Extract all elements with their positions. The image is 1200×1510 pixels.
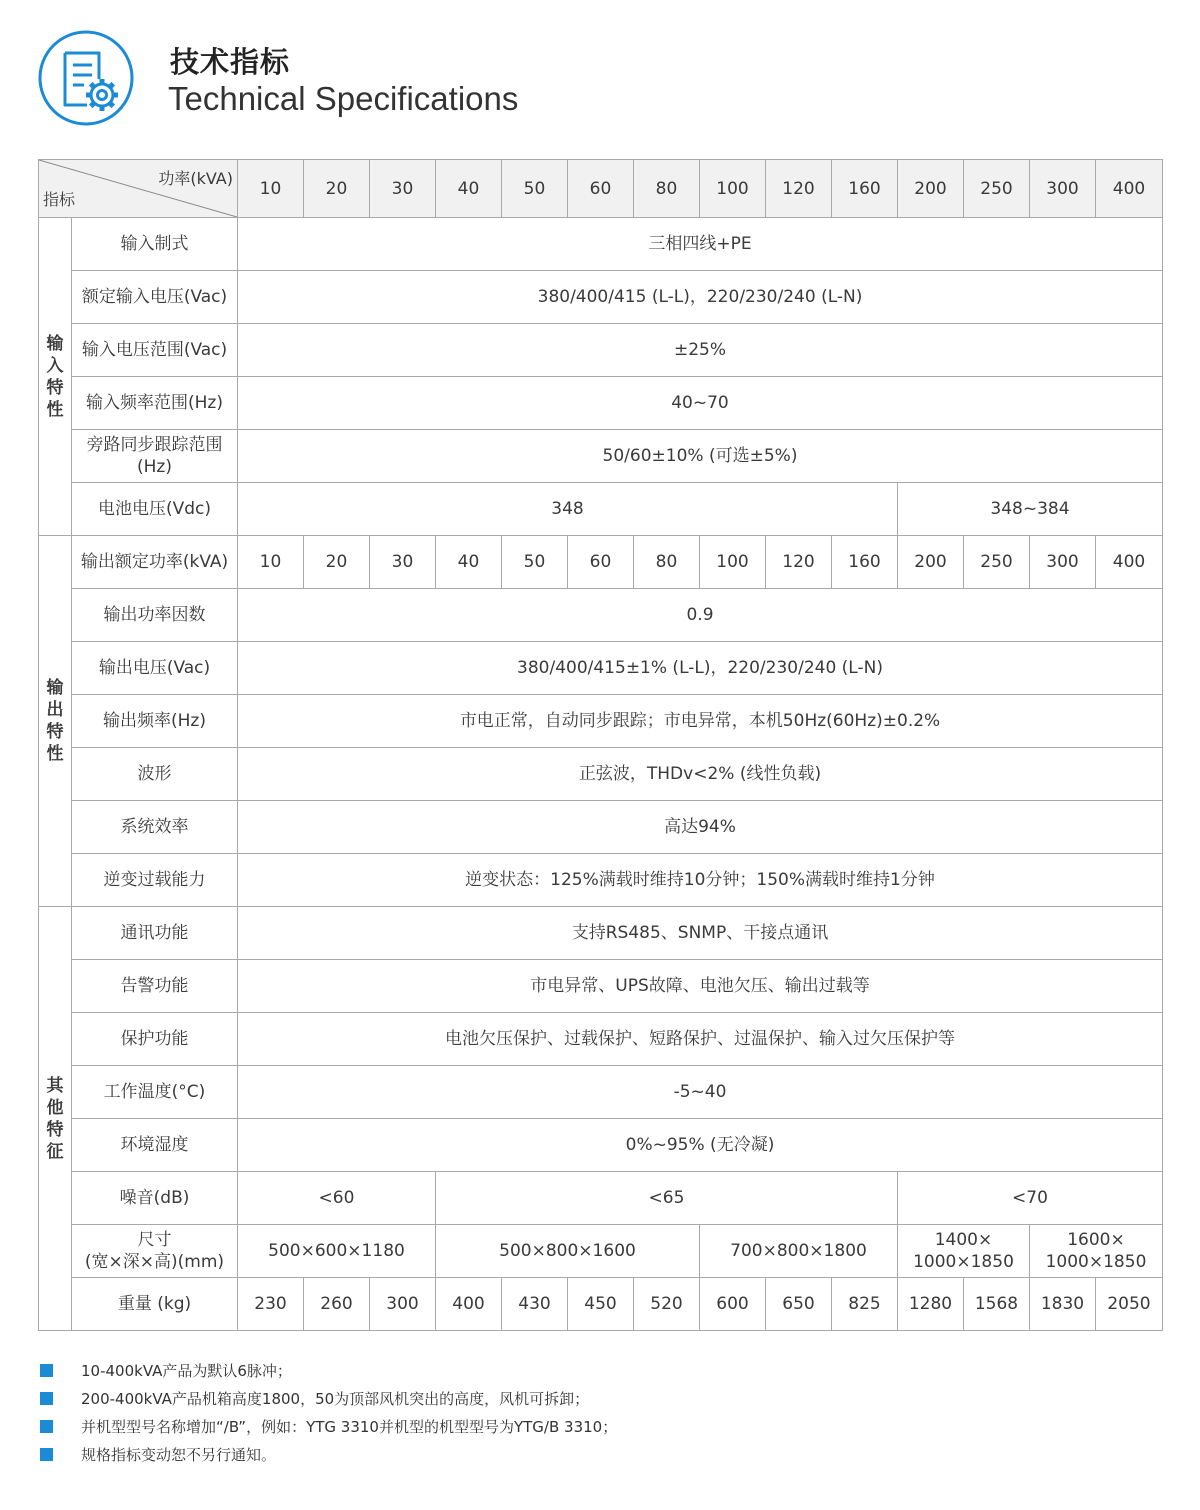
table-row xyxy=(39,1172,1163,1225)
row-label: 环境湿度 xyxy=(72,1119,238,1172)
power-column-header: 400 xyxy=(1096,160,1163,218)
row-value: 450 xyxy=(568,1278,634,1331)
row-value: 1400× 1000×1850 xyxy=(898,1225,1030,1278)
table-row xyxy=(39,960,1163,1013)
row-value: 1600× 1000×1850 xyxy=(1030,1225,1163,1278)
row-value: 1280 xyxy=(898,1278,964,1331)
row-value: 348 xyxy=(238,483,898,536)
row-value: 120 xyxy=(766,536,832,589)
row-value: 400 xyxy=(436,1278,502,1331)
row-value: 20 xyxy=(304,536,370,589)
group-other-label: 其他特征 xyxy=(39,907,72,1331)
row-label: 工作温度(°C) xyxy=(72,1066,238,1119)
row-value: 10 xyxy=(238,536,304,589)
row-value: 40 xyxy=(436,536,502,589)
table-row xyxy=(39,801,1163,854)
row-label: 输出电压(Vac) xyxy=(72,642,238,695)
table-row xyxy=(39,536,1163,589)
power-column-header: 120 xyxy=(766,160,832,218)
row-value: 230 xyxy=(238,1278,304,1331)
row-value: 250 xyxy=(964,536,1030,589)
table-row xyxy=(39,695,1163,748)
power-column-header: 30 xyxy=(370,160,436,218)
row-label: 输入频率范围(Hz) xyxy=(72,377,238,430)
table-row xyxy=(39,642,1163,695)
note-text: 10-400kVA产品为默认6脉冲； xyxy=(81,1361,292,1380)
row-value: 50 xyxy=(502,536,568,589)
row-value: 500×600×1180 xyxy=(238,1225,436,1278)
row-label: 额定输入电压(Vac) xyxy=(72,271,238,324)
corner-index-label: 指标 xyxy=(43,190,76,209)
row-value: 825 xyxy=(832,1278,898,1331)
table-row xyxy=(39,907,1163,960)
row-label: 输入电压范围(Vac) xyxy=(72,324,238,377)
power-column-header: 10 xyxy=(238,160,304,218)
table-row xyxy=(39,430,1163,483)
row-value: 三相四线+PE xyxy=(238,218,1163,271)
table-row xyxy=(39,748,1163,801)
note-text: 规格指标变动恕不另行通知。 xyxy=(81,1445,277,1464)
row-value: 380/400/415±1% (L-L)，220/230/240 (L-N) xyxy=(238,642,1163,695)
row-value: 1830 xyxy=(1030,1278,1096,1331)
row-label: 保护功能 xyxy=(72,1013,238,1066)
row-label: 通讯功能 xyxy=(72,907,238,960)
row-label: 尺寸 (宽×深×高)(mm) xyxy=(72,1225,238,1278)
row-value: 40~70 xyxy=(238,377,1163,430)
row-value: 逆变状态：125%满载时维持10分钟；150%满载时维持1分钟 xyxy=(238,854,1163,907)
row-value: 市电异常、UPS故障、电池欠压、输出过载等 xyxy=(238,960,1163,1013)
table-row xyxy=(39,271,1163,324)
note-item xyxy=(40,1384,617,1412)
row-value: 500×800×1600 xyxy=(436,1225,700,1278)
row-value: 60 xyxy=(568,536,634,589)
corner-power-label: 功率(kVA) xyxy=(158,169,233,188)
table-row xyxy=(39,1119,1163,1172)
row-value: 700×800×1800 xyxy=(700,1225,898,1278)
row-label: 噪音(dB) xyxy=(72,1172,238,1225)
power-column-header: 60 xyxy=(568,160,634,218)
row-label: 重量 (kg) xyxy=(72,1278,238,1331)
group-input-label: 输入特性 xyxy=(39,218,72,536)
row-value: 正弦波，THDv<2% (线性负载) xyxy=(238,748,1163,801)
row-value: 80 xyxy=(634,536,700,589)
row-value: 348~384 xyxy=(898,483,1163,536)
row-label: 输出额定功率(kVA) xyxy=(72,536,238,589)
row-value: 市电正常，自动同步跟踪；市电异常，本机50Hz(60Hz)±0.2% xyxy=(238,695,1163,748)
row-value: 0%~95% (无冷凝) xyxy=(238,1119,1163,1172)
note-item xyxy=(40,1440,617,1468)
note-text: 并机型型号名称增加“/B”，例如：YTG 3310并机型的机型型号为YTG/B 3310； xyxy=(81,1417,618,1436)
square-bullet-icon xyxy=(40,1420,53,1433)
row-value: 430 xyxy=(502,1278,568,1331)
row-label: 逆变过载能力 xyxy=(72,854,238,907)
note-item xyxy=(40,1356,617,1384)
square-bullet-icon xyxy=(40,1392,53,1405)
table-row xyxy=(39,854,1163,907)
row-value: 600 xyxy=(700,1278,766,1331)
corner-cell xyxy=(39,160,238,218)
power-column-header: 200 xyxy=(898,160,964,218)
row-value: 50/60±10% (可选±5%) xyxy=(238,430,1163,483)
page-title-cn: 技术指标 xyxy=(170,45,291,79)
row-value: 160 xyxy=(832,536,898,589)
table-row xyxy=(39,1225,1163,1278)
row-label: 告警功能 xyxy=(72,960,238,1013)
row-label: 系统效率 xyxy=(72,801,238,854)
spec-sheet-gear-icon xyxy=(37,29,135,127)
row-value: 1568 xyxy=(964,1278,1030,1331)
power-column-header: 100 xyxy=(700,160,766,218)
table-row xyxy=(39,1278,1163,1331)
notes-list xyxy=(40,1356,617,1468)
row-value: 2050 xyxy=(1096,1278,1163,1331)
table-row xyxy=(39,324,1163,377)
note-item xyxy=(40,1412,617,1440)
row-value: <65 xyxy=(436,1172,898,1225)
row-value: -5~40 xyxy=(238,1066,1163,1119)
table-row xyxy=(39,1066,1163,1119)
row-value: <70 xyxy=(898,1172,1163,1225)
square-bullet-icon xyxy=(40,1448,53,1461)
table-row xyxy=(39,589,1163,642)
row-value: 支持RS485、SNMP、干接点通讯 xyxy=(238,907,1163,960)
power-column-header: 300 xyxy=(1030,160,1096,218)
table-row xyxy=(39,218,1163,271)
row-label: 输入制式 xyxy=(72,218,238,271)
row-value: 300 xyxy=(1030,536,1096,589)
square-bullet-icon xyxy=(40,1364,53,1377)
power-column-header: 20 xyxy=(304,160,370,218)
row-value: 0.9 xyxy=(238,589,1163,642)
row-label: 输出频率(Hz) xyxy=(72,695,238,748)
table-row xyxy=(39,1013,1163,1066)
power-column-header: 160 xyxy=(832,160,898,218)
row-label: 旁路同步跟踪范围(Hz) xyxy=(72,430,238,483)
note-text: 200-400kVA产品机箱高度1800，50为顶部风机突出的高度，风机可拆卸； xyxy=(81,1389,590,1408)
row-label: 电池电压(Vdc) xyxy=(72,483,238,536)
power-column-header: 50 xyxy=(502,160,568,218)
power-column-header: 250 xyxy=(964,160,1030,218)
row-value: 200 xyxy=(898,536,964,589)
row-value: 400 xyxy=(1096,536,1163,589)
row-value: 260 xyxy=(304,1278,370,1331)
group-output-label: 输出特性 xyxy=(39,536,72,907)
table-header-row xyxy=(39,160,1163,218)
row-value: 30 xyxy=(370,536,436,589)
table-row xyxy=(39,483,1163,536)
row-value: 300 xyxy=(370,1278,436,1331)
row-value: 380/400/415 (L-L)，220/230/240 (L-N) xyxy=(238,271,1163,324)
power-column-header: 80 xyxy=(634,160,700,218)
row-value: 高达94% xyxy=(238,801,1163,854)
row-value: ±25% xyxy=(238,324,1163,377)
row-label: 输出功率因数 xyxy=(72,589,238,642)
row-value: 电池欠压保护、过载保护、短路保护、过温保护、输入过欠压保护等 xyxy=(238,1013,1163,1066)
row-value: 650 xyxy=(766,1278,832,1331)
page-title-en: Technical Specifications xyxy=(168,80,519,117)
row-value: <60 xyxy=(238,1172,436,1225)
table-row xyxy=(39,377,1163,430)
row-value: 100 xyxy=(700,536,766,589)
power-column-header: 40 xyxy=(436,160,502,218)
spec-table xyxy=(38,159,1163,1331)
row-label: 波形 xyxy=(72,748,238,801)
row-value: 520 xyxy=(634,1278,700,1331)
